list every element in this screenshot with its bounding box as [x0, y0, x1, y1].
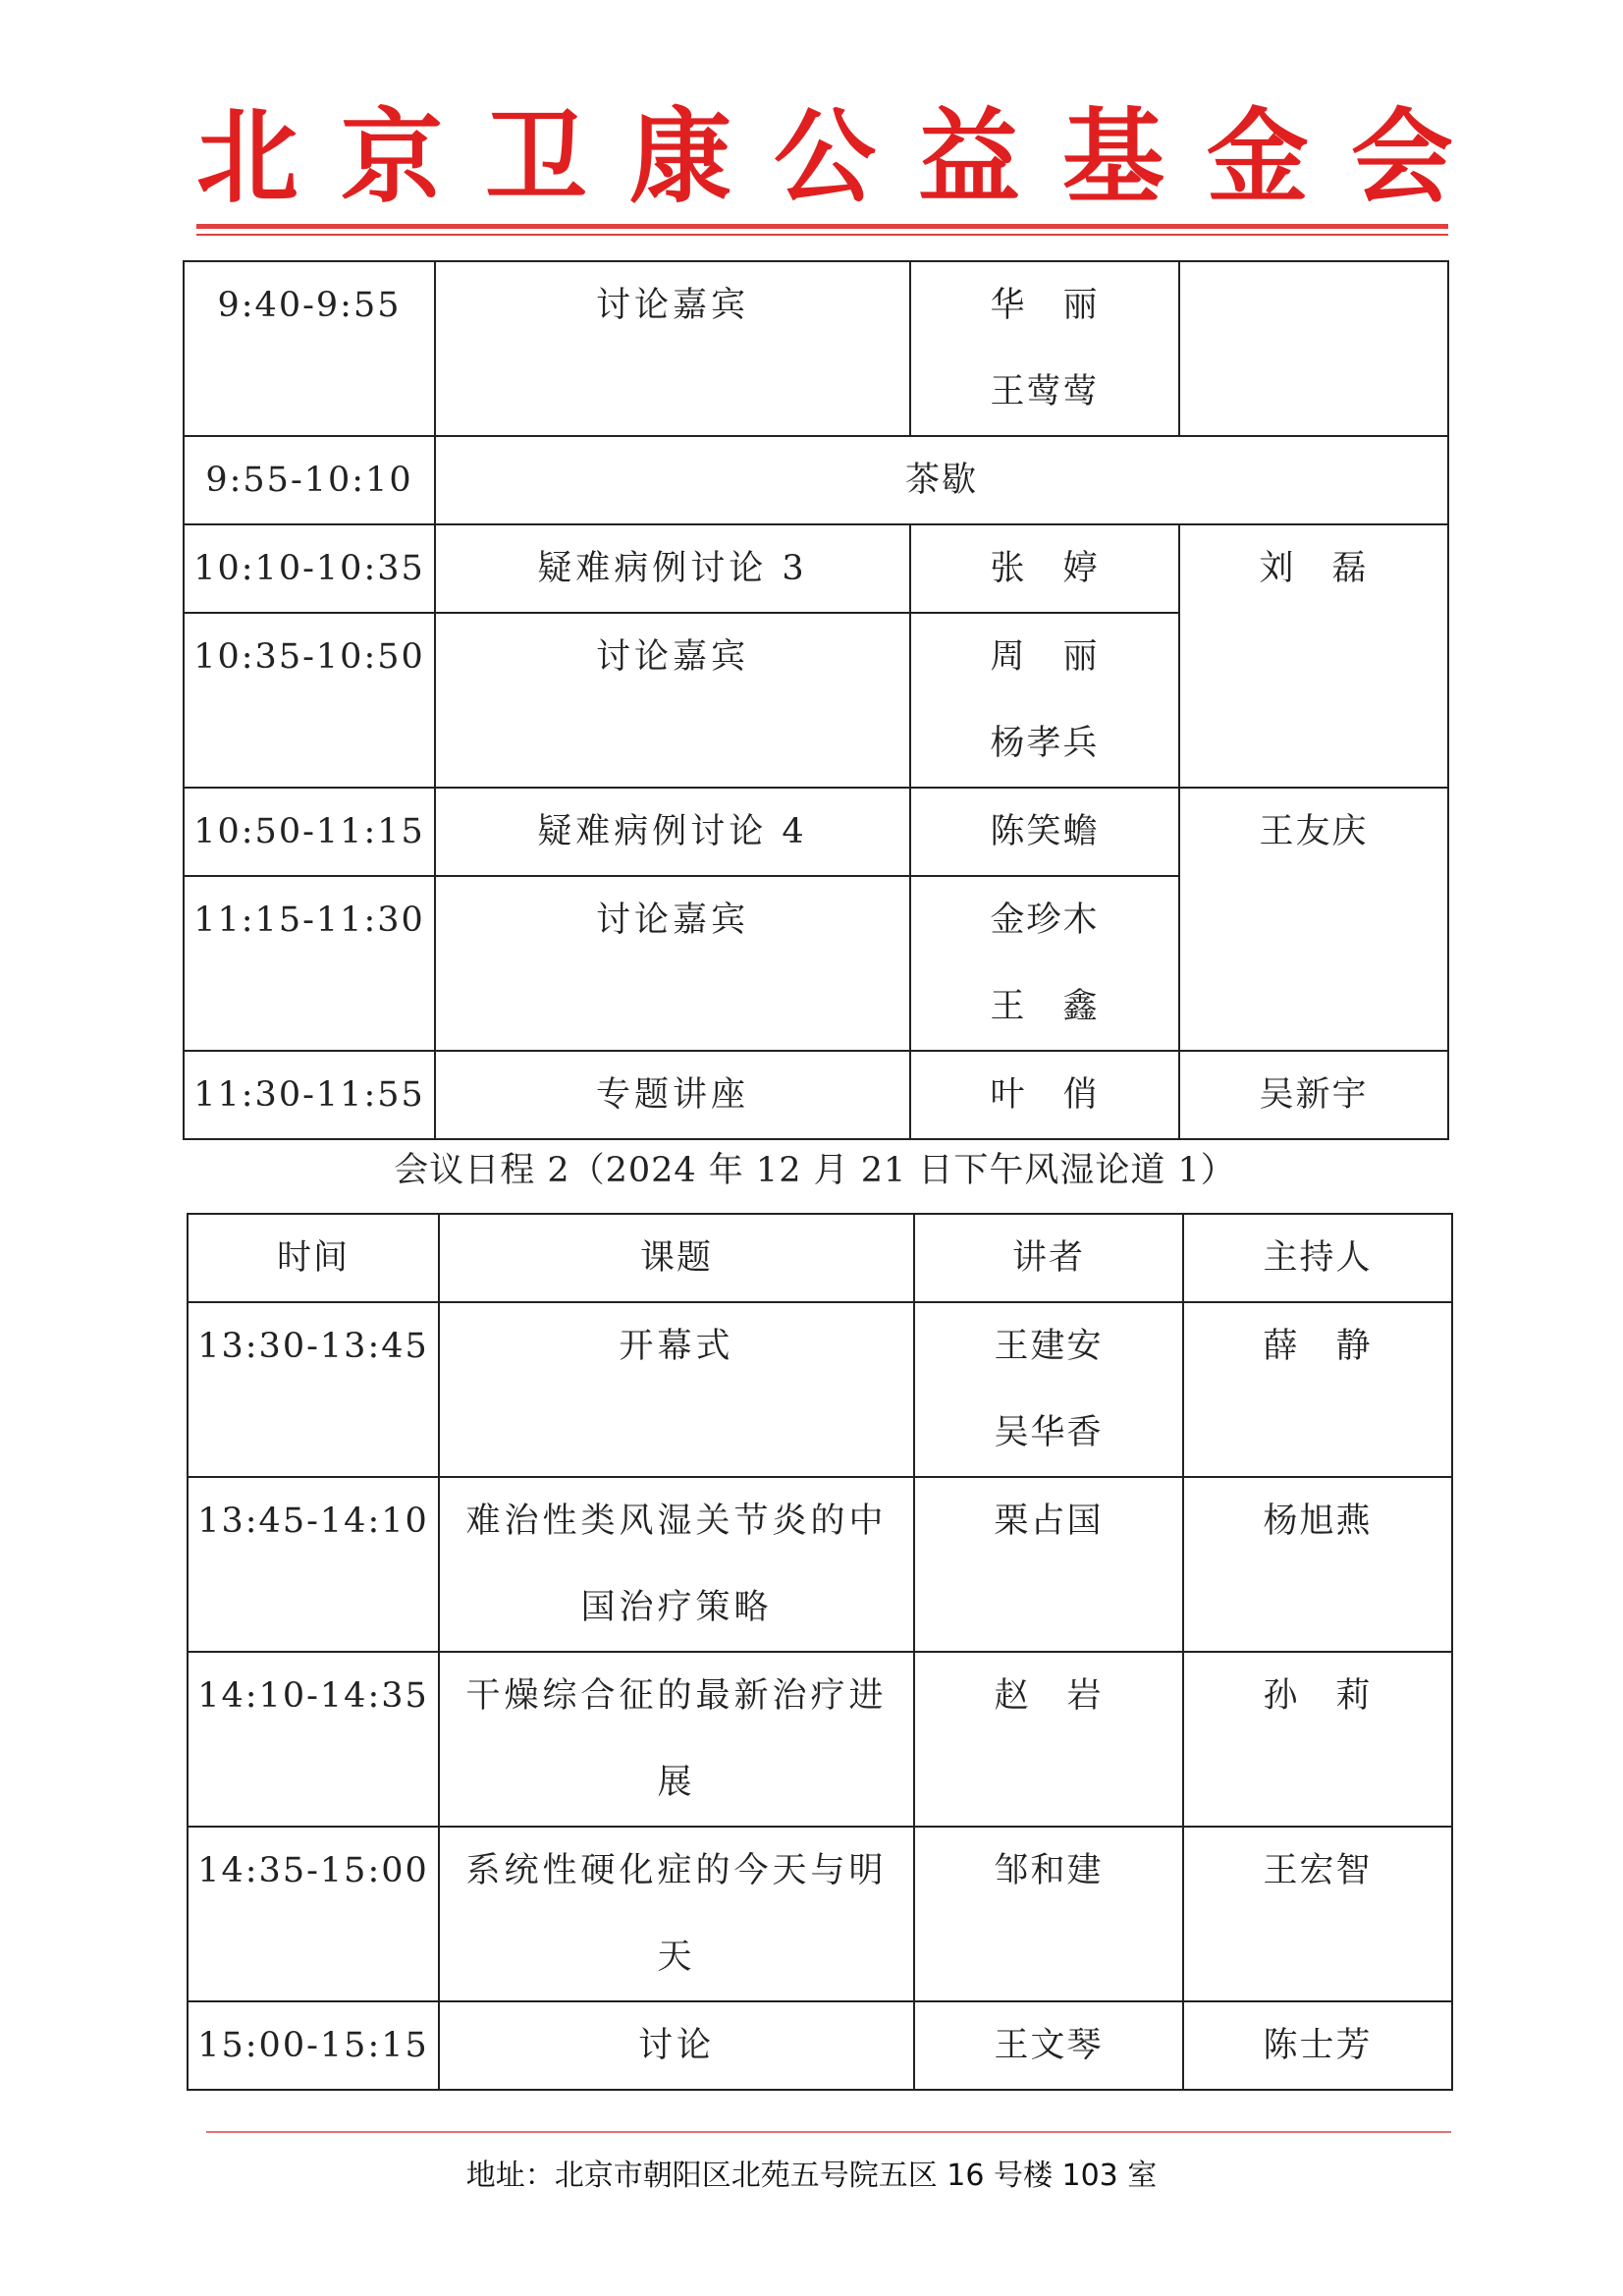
- table-row: [188, 2001, 1452, 2090]
- time-cell: 14:35-15:00: [188, 1827, 439, 2001]
- topic-cell: 难治性类风湿关节炎的中 国治疗策略: [439, 1477, 914, 1652]
- footer-divider: [206, 2131, 1451, 2133]
- host-cell: [1179, 261, 1448, 436]
- schedule-table-1: [183, 260, 1449, 1140]
- time-cell: 10:50-11:15: [184, 788, 435, 876]
- table-row: [184, 261, 1448, 436]
- table-row: [188, 1827, 1452, 2001]
- host-cell: 吴新宇: [1179, 1051, 1448, 1139]
- table-header-row: [188, 1214, 1452, 1302]
- header-topic: 课题: [439, 1214, 914, 1302]
- speaker-cell: 周 丽 杨孝兵: [910, 613, 1179, 788]
- topic-cell: 干燥综合征的最新治疗进 展: [439, 1652, 914, 1827]
- time-cell: 9:40-9:55: [184, 261, 435, 436]
- time-cell: 11:30-11:55: [184, 1051, 435, 1139]
- speaker-cell: 华 丽 王莺莺: [910, 261, 1179, 436]
- break-cell: 茶歇: [435, 436, 1448, 524]
- topic-cell: 疑难病例讨论 3: [435, 524, 910, 613]
- host-cell: 刘 磊: [1179, 524, 1448, 788]
- topic-cell: 系统性硬化症的今天与明 天: [439, 1827, 914, 2001]
- org-char: 京: [340, 96, 443, 217]
- schedule-2-caption: 会议日程 2（2024 年 12 月 21 日下午风湿论道 1）: [394, 1151, 1236, 1190]
- speaker-cell: 栗占国: [914, 1477, 1183, 1652]
- header-speaker: 讲者: [914, 1214, 1183, 1302]
- org-char: 益: [917, 96, 1020, 217]
- speaker-cell: 金珍木 王 鑫: [910, 876, 1179, 1051]
- table-row: [188, 1652, 1452, 1827]
- table-row: [188, 1302, 1452, 1477]
- topic-cell: 讨论: [439, 2001, 914, 2090]
- host-cell: 王友庆: [1179, 788, 1448, 1051]
- time-cell: 13:45-14:10: [188, 1477, 439, 1652]
- speaker-cell: 王建安 吴华香: [914, 1302, 1183, 1477]
- host-cell: 陈士芳: [1183, 2001, 1452, 2090]
- speaker-cell: 陈笑蟾: [910, 788, 1179, 876]
- org-char: 会: [1350, 96, 1453, 217]
- topic-cell: 开幕式: [439, 1302, 914, 1477]
- header-time: 时间: [188, 1214, 439, 1302]
- speaker-cell: 赵 岩: [914, 1652, 1183, 1827]
- time-cell: 10:10-10:35: [184, 524, 435, 613]
- table-row: [184, 788, 1448, 876]
- table-row: [184, 436, 1448, 524]
- time-cell: 13:30-13:45: [188, 1302, 439, 1477]
- time-cell: 11:15-11:30: [184, 876, 435, 1051]
- speaker-cell: 王文琴: [914, 2001, 1183, 2090]
- speaker-cell: 叶 俏: [910, 1051, 1179, 1139]
- topic-cell: 讨论嘉宾: [435, 261, 910, 436]
- org-char: 北: [196, 96, 299, 217]
- letterhead-org-name: [196, 98, 1453, 216]
- host-cell: 杨旭燕: [1183, 1477, 1452, 1652]
- time-cell: 10:35-10:50: [184, 613, 435, 788]
- letterhead-divider: [196, 224, 1448, 229]
- topic-cell: 疑难病例讨论 4: [435, 788, 910, 876]
- letterhead-divider-thin: [196, 234, 1448, 236]
- schedule-table-2: [187, 1213, 1453, 2091]
- org-char: 基: [1061, 96, 1164, 217]
- topic-cell: 讨论嘉宾: [435, 613, 910, 788]
- org-char: 卫: [484, 96, 587, 217]
- org-char: 公: [773, 96, 876, 217]
- table-row: [184, 1051, 1448, 1139]
- org-char: 康: [628, 96, 731, 217]
- table-row: [188, 1477, 1452, 1652]
- time-cell: 15:00-15:15: [188, 2001, 439, 2090]
- topic-cell: 讨论嘉宾: [435, 876, 910, 1051]
- footer-address: 地址：北京市朝阳区北苑五号院五区 16 号楼 103 室: [465, 2159, 1158, 2193]
- header-host: 主持人: [1183, 1214, 1452, 1302]
- org-char: 金: [1206, 96, 1309, 217]
- table-row: [184, 524, 1448, 613]
- host-cell: 薛 静: [1183, 1302, 1452, 1477]
- host-cell: 王宏智: [1183, 1827, 1452, 2001]
- time-cell: 9:55-10:10: [184, 436, 435, 524]
- speaker-cell: 邹和建: [914, 1827, 1183, 2001]
- topic-cell: 专题讲座: [435, 1051, 910, 1139]
- speaker-cell: 张 婷: [910, 524, 1179, 613]
- host-cell: 孙 莉: [1183, 1652, 1452, 1827]
- time-cell: 14:10-14:35: [188, 1652, 439, 1827]
